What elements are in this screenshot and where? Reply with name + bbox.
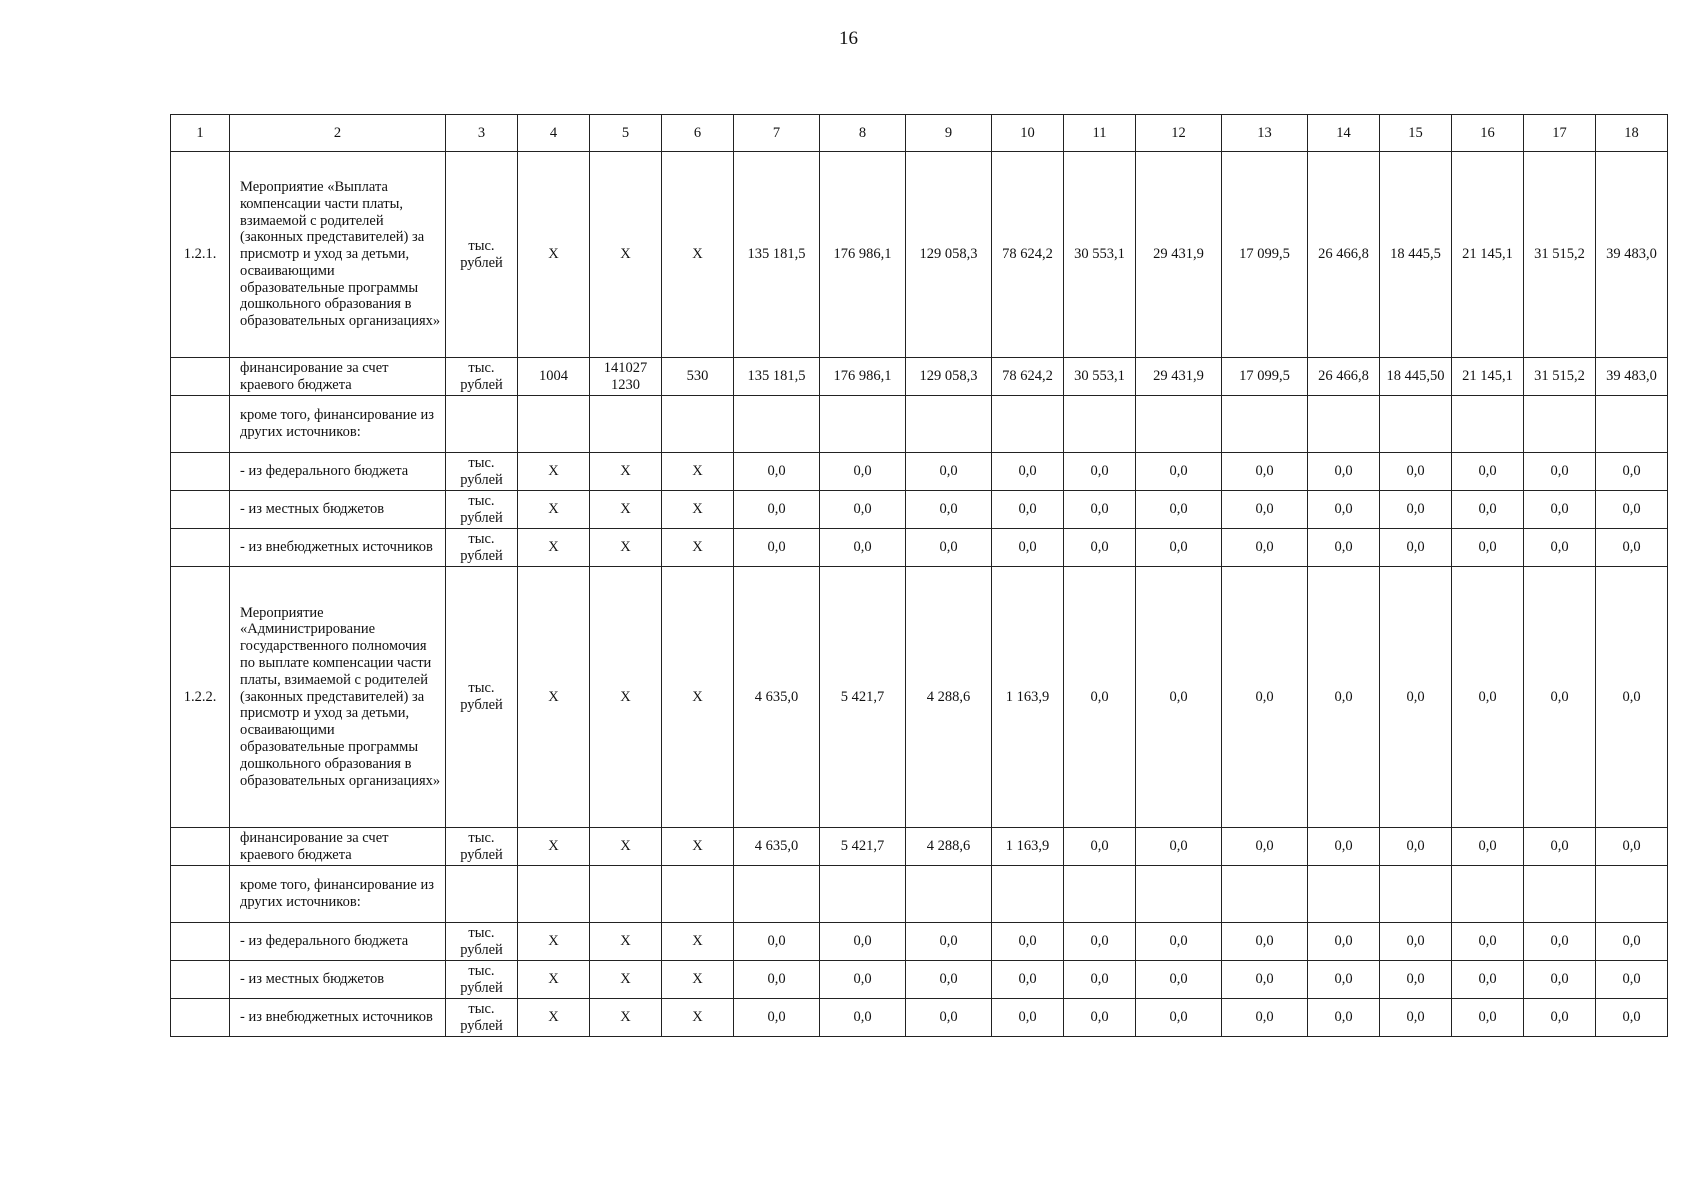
row-value-col-16: 0,0 <box>1452 923 1524 961</box>
row-value-col-15: 0,0 <box>1380 567 1452 828</box>
row-value-col-12: 0,0 <box>1136 923 1222 961</box>
row-value-col-16: 0,0 <box>1452 961 1524 999</box>
column-number-6: 6 <box>662 115 734 152</box>
row-value-col-18 <box>1596 396 1668 453</box>
row-value-col-11: 0,0 <box>1064 961 1136 999</box>
row-name: кроме того, финансирование из других источников: <box>230 396 446 453</box>
row-unit: тыс. рублей <box>446 999 518 1037</box>
row-value-col-9: 0,0 <box>906 529 992 567</box>
row-value-col-7: 0,0 <box>734 453 820 491</box>
page-number: 16 <box>839 28 858 49</box>
row-code <box>171 529 230 567</box>
column-number-2: 2 <box>230 115 446 152</box>
row-value-col-18: 0,0 <box>1596 828 1668 866</box>
row-name: кроме того, финансирование из других источников: <box>230 866 446 923</box>
row-value-col-12: 0,0 <box>1136 567 1222 828</box>
row-value-col-7: 0,0 <box>734 999 820 1037</box>
column-number-9: 9 <box>906 115 992 152</box>
row-value-col-10: 78 624,2 <box>992 358 1064 396</box>
row-expense-code <box>662 866 734 923</box>
row-section-code: X <box>518 491 590 529</box>
row-value-col-13: 0,0 <box>1222 961 1308 999</box>
row-value-col-16: 21 145,1 <box>1452 358 1524 396</box>
row-value-col-15 <box>1380 866 1452 923</box>
row-target-code: 141027 1230 <box>590 358 662 396</box>
row-value-col-10: 0,0 <box>992 491 1064 529</box>
column-number-13: 13 <box>1222 115 1308 152</box>
row-value-col-17: 31 515,2 <box>1524 358 1596 396</box>
row-value-col-10: 0,0 <box>992 999 1064 1037</box>
row-unit: тыс. рублей <box>446 567 518 828</box>
row-unit: тыс. рублей <box>446 529 518 567</box>
row-section-code: X <box>518 828 590 866</box>
row-value-col-17: 0,0 <box>1524 961 1596 999</box>
row-value-col-14: 0,0 <box>1308 567 1380 828</box>
row-value-col-8: 176 986,1 <box>820 358 906 396</box>
row-name: - из внебюджетных источников <box>230 529 446 567</box>
column-number-12: 12 <box>1136 115 1222 152</box>
row-value-col-13: 0,0 <box>1222 491 1308 529</box>
row-value-col-7: 135 181,5 <box>734 152 820 358</box>
row-value-col-16: 0,0 <box>1452 999 1524 1037</box>
row-target-code <box>590 866 662 923</box>
row-section-code: X <box>518 529 590 567</box>
row-value-col-10: 1 163,9 <box>992 828 1064 866</box>
row-value-col-15 <box>1380 396 1452 453</box>
row-unit <box>446 396 518 453</box>
row-value-col-9: 129 058,3 <box>906 152 992 358</box>
row-value-col-9: 0,0 <box>906 491 992 529</box>
row-target-code: X <box>590 491 662 529</box>
row-name: - из федерального бюджета <box>230 453 446 491</box>
row-value-col-15: 0,0 <box>1380 961 1452 999</box>
row-value-col-14: 26 466,8 <box>1308 152 1380 358</box>
column-number-5: 5 <box>590 115 662 152</box>
row-value-col-12: 29 431,9 <box>1136 358 1222 396</box>
row-value-col-9: 4 288,6 <box>906 828 992 866</box>
row-value-col-15: 0,0 <box>1380 453 1452 491</box>
table-row <box>171 567 1668 828</box>
row-value-col-9 <box>906 866 992 923</box>
row-value-col-14: 0,0 <box>1308 453 1380 491</box>
row-value-col-13: 0,0 <box>1222 923 1308 961</box>
row-value-col-17: 0,0 <box>1524 453 1596 491</box>
row-value-col-7: 0,0 <box>734 529 820 567</box>
row-target-code: X <box>590 961 662 999</box>
row-value-col-14: 0,0 <box>1308 999 1380 1037</box>
row-value-col-18: 0,0 <box>1596 961 1668 999</box>
row-value-col-8: 176 986,1 <box>820 152 906 358</box>
row-code <box>171 491 230 529</box>
row-code <box>171 923 230 961</box>
row-value-col-15: 0,0 <box>1380 529 1452 567</box>
row-value-col-13: 17 099,5 <box>1222 152 1308 358</box>
row-code <box>171 358 230 396</box>
row-value-col-9: 129 058,3 <box>906 358 992 396</box>
row-expense-code: X <box>662 152 734 358</box>
row-value-col-18 <box>1596 866 1668 923</box>
row-value-col-8: 5 421,7 <box>820 567 906 828</box>
row-value-col-15: 18 445,50 <box>1380 358 1452 396</box>
row-value-col-8: 0,0 <box>820 961 906 999</box>
budget-table <box>170 114 1668 1037</box>
column-number-1: 1 <box>171 115 230 152</box>
row-value-col-11: 0,0 <box>1064 923 1136 961</box>
row-section-code: X <box>518 923 590 961</box>
row-section-code: 1004 <box>518 358 590 396</box>
row-unit: тыс. рублей <box>446 923 518 961</box>
column-number-18: 18 <box>1596 115 1668 152</box>
column-number-11: 11 <box>1064 115 1136 152</box>
row-value-col-8: 5 421,7 <box>820 828 906 866</box>
column-number-15: 15 <box>1380 115 1452 152</box>
row-value-col-18: 0,0 <box>1596 923 1668 961</box>
row-value-col-7: 0,0 <box>734 923 820 961</box>
row-unit: тыс. рублей <box>446 491 518 529</box>
row-value-col-17: 0,0 <box>1524 529 1596 567</box>
row-target-code <box>590 396 662 453</box>
row-code: 1.2.2. <box>171 567 230 828</box>
row-name: - из федерального бюджета <box>230 923 446 961</box>
row-value-col-11 <box>1064 866 1136 923</box>
table-row <box>171 923 1668 961</box>
row-expense-code: X <box>662 828 734 866</box>
row-value-col-17: 0,0 <box>1524 491 1596 529</box>
column-number-10: 10 <box>992 115 1064 152</box>
column-number-4: 4 <box>518 115 590 152</box>
row-value-col-11: 0,0 <box>1064 491 1136 529</box>
row-value-col-10: 0,0 <box>992 453 1064 491</box>
row-code <box>171 866 230 923</box>
row-target-code: X <box>590 453 662 491</box>
column-number-7: 7 <box>734 115 820 152</box>
row-value-col-16: 0,0 <box>1452 453 1524 491</box>
row-value-col-11: 30 553,1 <box>1064 358 1136 396</box>
row-value-col-17: 0,0 <box>1524 923 1596 961</box>
row-value-col-11: 30 553,1 <box>1064 152 1136 358</box>
row-value-col-10: 78 624,2 <box>992 152 1064 358</box>
row-value-col-14: 0,0 <box>1308 961 1380 999</box>
row-value-col-12: 29 431,9 <box>1136 152 1222 358</box>
row-value-col-18: 0,0 <box>1596 999 1668 1037</box>
row-value-col-9: 0,0 <box>906 453 992 491</box>
row-code <box>171 396 230 453</box>
row-value-col-8: 0,0 <box>820 491 906 529</box>
row-section-code: X <box>518 152 590 358</box>
row-value-col-14: 0,0 <box>1308 828 1380 866</box>
row-value-col-13: 0,0 <box>1222 828 1308 866</box>
row-value-col-13: 0,0 <box>1222 529 1308 567</box>
row-target-code: X <box>590 999 662 1037</box>
row-value-col-18: 0,0 <box>1596 491 1668 529</box>
row-value-col-11: 0,0 <box>1064 567 1136 828</box>
row-code <box>171 961 230 999</box>
table-row <box>171 453 1668 491</box>
row-value-col-13 <box>1222 866 1308 923</box>
row-section-code: X <box>518 453 590 491</box>
row-name: - из местных бюджетов <box>230 961 446 999</box>
row-name: финансирование за счет краевого бюджета <box>230 358 446 396</box>
row-expense-code: 530 <box>662 358 734 396</box>
row-name: Мероприятие «Администрирование государственного полномочия по выплате компенсации части платы, взимаемой с родителей (законных представителей) за присмотр и уход за детьми, осваивающими образовательные программы дошкольного образования в образовательных организациях» <box>230 567 446 828</box>
row-unit: тыс. рублей <box>446 453 518 491</box>
row-value-col-18: 39 483,0 <box>1596 358 1668 396</box>
row-expense-code: X <box>662 961 734 999</box>
row-value-col-9: 0,0 <box>906 961 992 999</box>
row-target-code: X <box>590 828 662 866</box>
row-section-code: X <box>518 999 590 1037</box>
row-value-col-9: 4 288,6 <box>906 567 992 828</box>
row-value-col-10 <box>992 396 1064 453</box>
row-value-col-14: 0,0 <box>1308 491 1380 529</box>
row-value-col-12: 0,0 <box>1136 999 1222 1037</box>
row-code <box>171 999 230 1037</box>
row-value-col-13: 17 099,5 <box>1222 358 1308 396</box>
row-expense-code: X <box>662 453 734 491</box>
row-value-col-10: 0,0 <box>992 529 1064 567</box>
row-value-col-15: 0,0 <box>1380 491 1452 529</box>
table-row <box>171 961 1668 999</box>
row-name: - из местных бюджетов <box>230 491 446 529</box>
row-value-col-17 <box>1524 396 1596 453</box>
table-row <box>171 152 1668 358</box>
row-value-col-12: 0,0 <box>1136 491 1222 529</box>
row-value-col-16: 0,0 <box>1452 567 1524 828</box>
row-value-col-17: 31 515,2 <box>1524 152 1596 358</box>
row-value-col-16: 0,0 <box>1452 529 1524 567</box>
row-unit: тыс. рублей <box>446 152 518 358</box>
row-value-col-11: 0,0 <box>1064 828 1136 866</box>
row-value-col-15: 18 445,5 <box>1380 152 1452 358</box>
row-target-code: X <box>590 152 662 358</box>
row-value-col-13 <box>1222 396 1308 453</box>
row-value-col-11: 0,0 <box>1064 453 1136 491</box>
row-value-col-10 <box>992 866 1064 923</box>
row-value-col-16: 0,0 <box>1452 491 1524 529</box>
row-value-col-14: 0,0 <box>1308 529 1380 567</box>
row-value-col-11: 0,0 <box>1064 529 1136 567</box>
row-value-col-14: 0,0 <box>1308 923 1380 961</box>
row-value-col-7 <box>734 866 820 923</box>
row-code <box>171 828 230 866</box>
row-section-code: X <box>518 567 590 828</box>
table-row <box>171 529 1668 567</box>
row-target-code: X <box>590 923 662 961</box>
row-value-col-18: 0,0 <box>1596 453 1668 491</box>
row-value-col-8: 0,0 <box>820 999 906 1037</box>
column-number-8: 8 <box>820 115 906 152</box>
row-value-col-18: 0,0 <box>1596 529 1668 567</box>
row-name: - из внебюджетных источников <box>230 999 446 1037</box>
row-value-col-17: 0,0 <box>1524 828 1596 866</box>
row-value-col-14 <box>1308 866 1380 923</box>
row-value-col-18: 39 483,0 <box>1596 152 1668 358</box>
column-number-3: 3 <box>446 115 518 152</box>
row-value-col-8 <box>820 396 906 453</box>
row-value-col-13: 0,0 <box>1222 999 1308 1037</box>
row-expense-code: X <box>662 923 734 961</box>
row-unit: тыс. рублей <box>446 961 518 999</box>
row-value-col-17: 0,0 <box>1524 999 1596 1037</box>
table-row <box>171 358 1668 396</box>
table-row <box>171 999 1668 1037</box>
column-number-14: 14 <box>1308 115 1380 152</box>
row-value-col-16 <box>1452 866 1524 923</box>
row-value-col-10: 0,0 <box>992 961 1064 999</box>
row-unit <box>446 866 518 923</box>
row-value-col-11 <box>1064 396 1136 453</box>
row-value-col-7: 4 635,0 <box>734 567 820 828</box>
row-value-col-7: 0,0 <box>734 961 820 999</box>
row-value-col-16: 21 145,1 <box>1452 152 1524 358</box>
column-number-16: 16 <box>1452 115 1524 152</box>
row-value-col-7 <box>734 396 820 453</box>
row-value-col-14 <box>1308 396 1380 453</box>
row-section-code <box>518 866 590 923</box>
row-value-col-13: 0,0 <box>1222 453 1308 491</box>
row-name: финансирование за счет краевого бюджета <box>230 828 446 866</box>
row-expense-code: X <box>662 999 734 1037</box>
row-value-col-12: 0,0 <box>1136 961 1222 999</box>
row-value-col-16: 0,0 <box>1452 828 1524 866</box>
row-value-col-14: 26 466,8 <box>1308 358 1380 396</box>
row-section-code: X <box>518 961 590 999</box>
row-value-col-7: 0,0 <box>734 491 820 529</box>
row-value-col-10: 1 163,9 <box>992 567 1064 828</box>
row-target-code: X <box>590 567 662 828</box>
row-code <box>171 453 230 491</box>
row-code: 1.2.1. <box>171 152 230 358</box>
row-value-col-17: 0,0 <box>1524 567 1596 828</box>
table-row <box>171 491 1668 529</box>
row-value-col-16 <box>1452 396 1524 453</box>
row-value-col-18: 0,0 <box>1596 567 1668 828</box>
table-row <box>171 396 1668 453</box>
row-expense-code: X <box>662 567 734 828</box>
row-unit: тыс. рублей <box>446 358 518 396</box>
row-value-col-11: 0,0 <box>1064 999 1136 1037</box>
row-value-col-13: 0,0 <box>1222 567 1308 828</box>
row-target-code: X <box>590 529 662 567</box>
row-section-code <box>518 396 590 453</box>
column-number-17: 17 <box>1524 115 1596 152</box>
row-unit: тыс. рублей <box>446 828 518 866</box>
row-value-col-8: 0,0 <box>820 453 906 491</box>
row-value-col-12: 0,0 <box>1136 453 1222 491</box>
row-value-col-10: 0,0 <box>992 923 1064 961</box>
row-value-col-17 <box>1524 866 1596 923</box>
row-value-col-15: 0,0 <box>1380 828 1452 866</box>
row-value-col-8: 0,0 <box>820 923 906 961</box>
row-value-col-12: 0,0 <box>1136 828 1222 866</box>
row-value-col-15: 0,0 <box>1380 923 1452 961</box>
row-expense-code: X <box>662 491 734 529</box>
table-row <box>171 866 1668 923</box>
row-value-col-12 <box>1136 866 1222 923</box>
row-value-col-9: 0,0 <box>906 999 992 1037</box>
row-value-col-12: 0,0 <box>1136 529 1222 567</box>
row-value-col-9: 0,0 <box>906 923 992 961</box>
column-number-row <box>171 115 1668 152</box>
row-value-col-15: 0,0 <box>1380 999 1452 1037</box>
row-value-col-9 <box>906 396 992 453</box>
row-value-col-8 <box>820 866 906 923</box>
row-name: Мероприятие «Выплата компенсации части платы, взимаемой с родителей (законных представителей) за присмотр и уход за детьми, осваивающими образовательные программы дошкольного образования в образовательных организациях» <box>230 152 446 358</box>
row-value-col-7: 4 635,0 <box>734 828 820 866</box>
row-value-col-8: 0,0 <box>820 529 906 567</box>
row-expense-code: X <box>662 529 734 567</box>
row-value-col-12 <box>1136 396 1222 453</box>
table-row <box>171 828 1668 866</box>
row-expense-code <box>662 396 734 453</box>
row-value-col-7: 135 181,5 <box>734 358 820 396</box>
